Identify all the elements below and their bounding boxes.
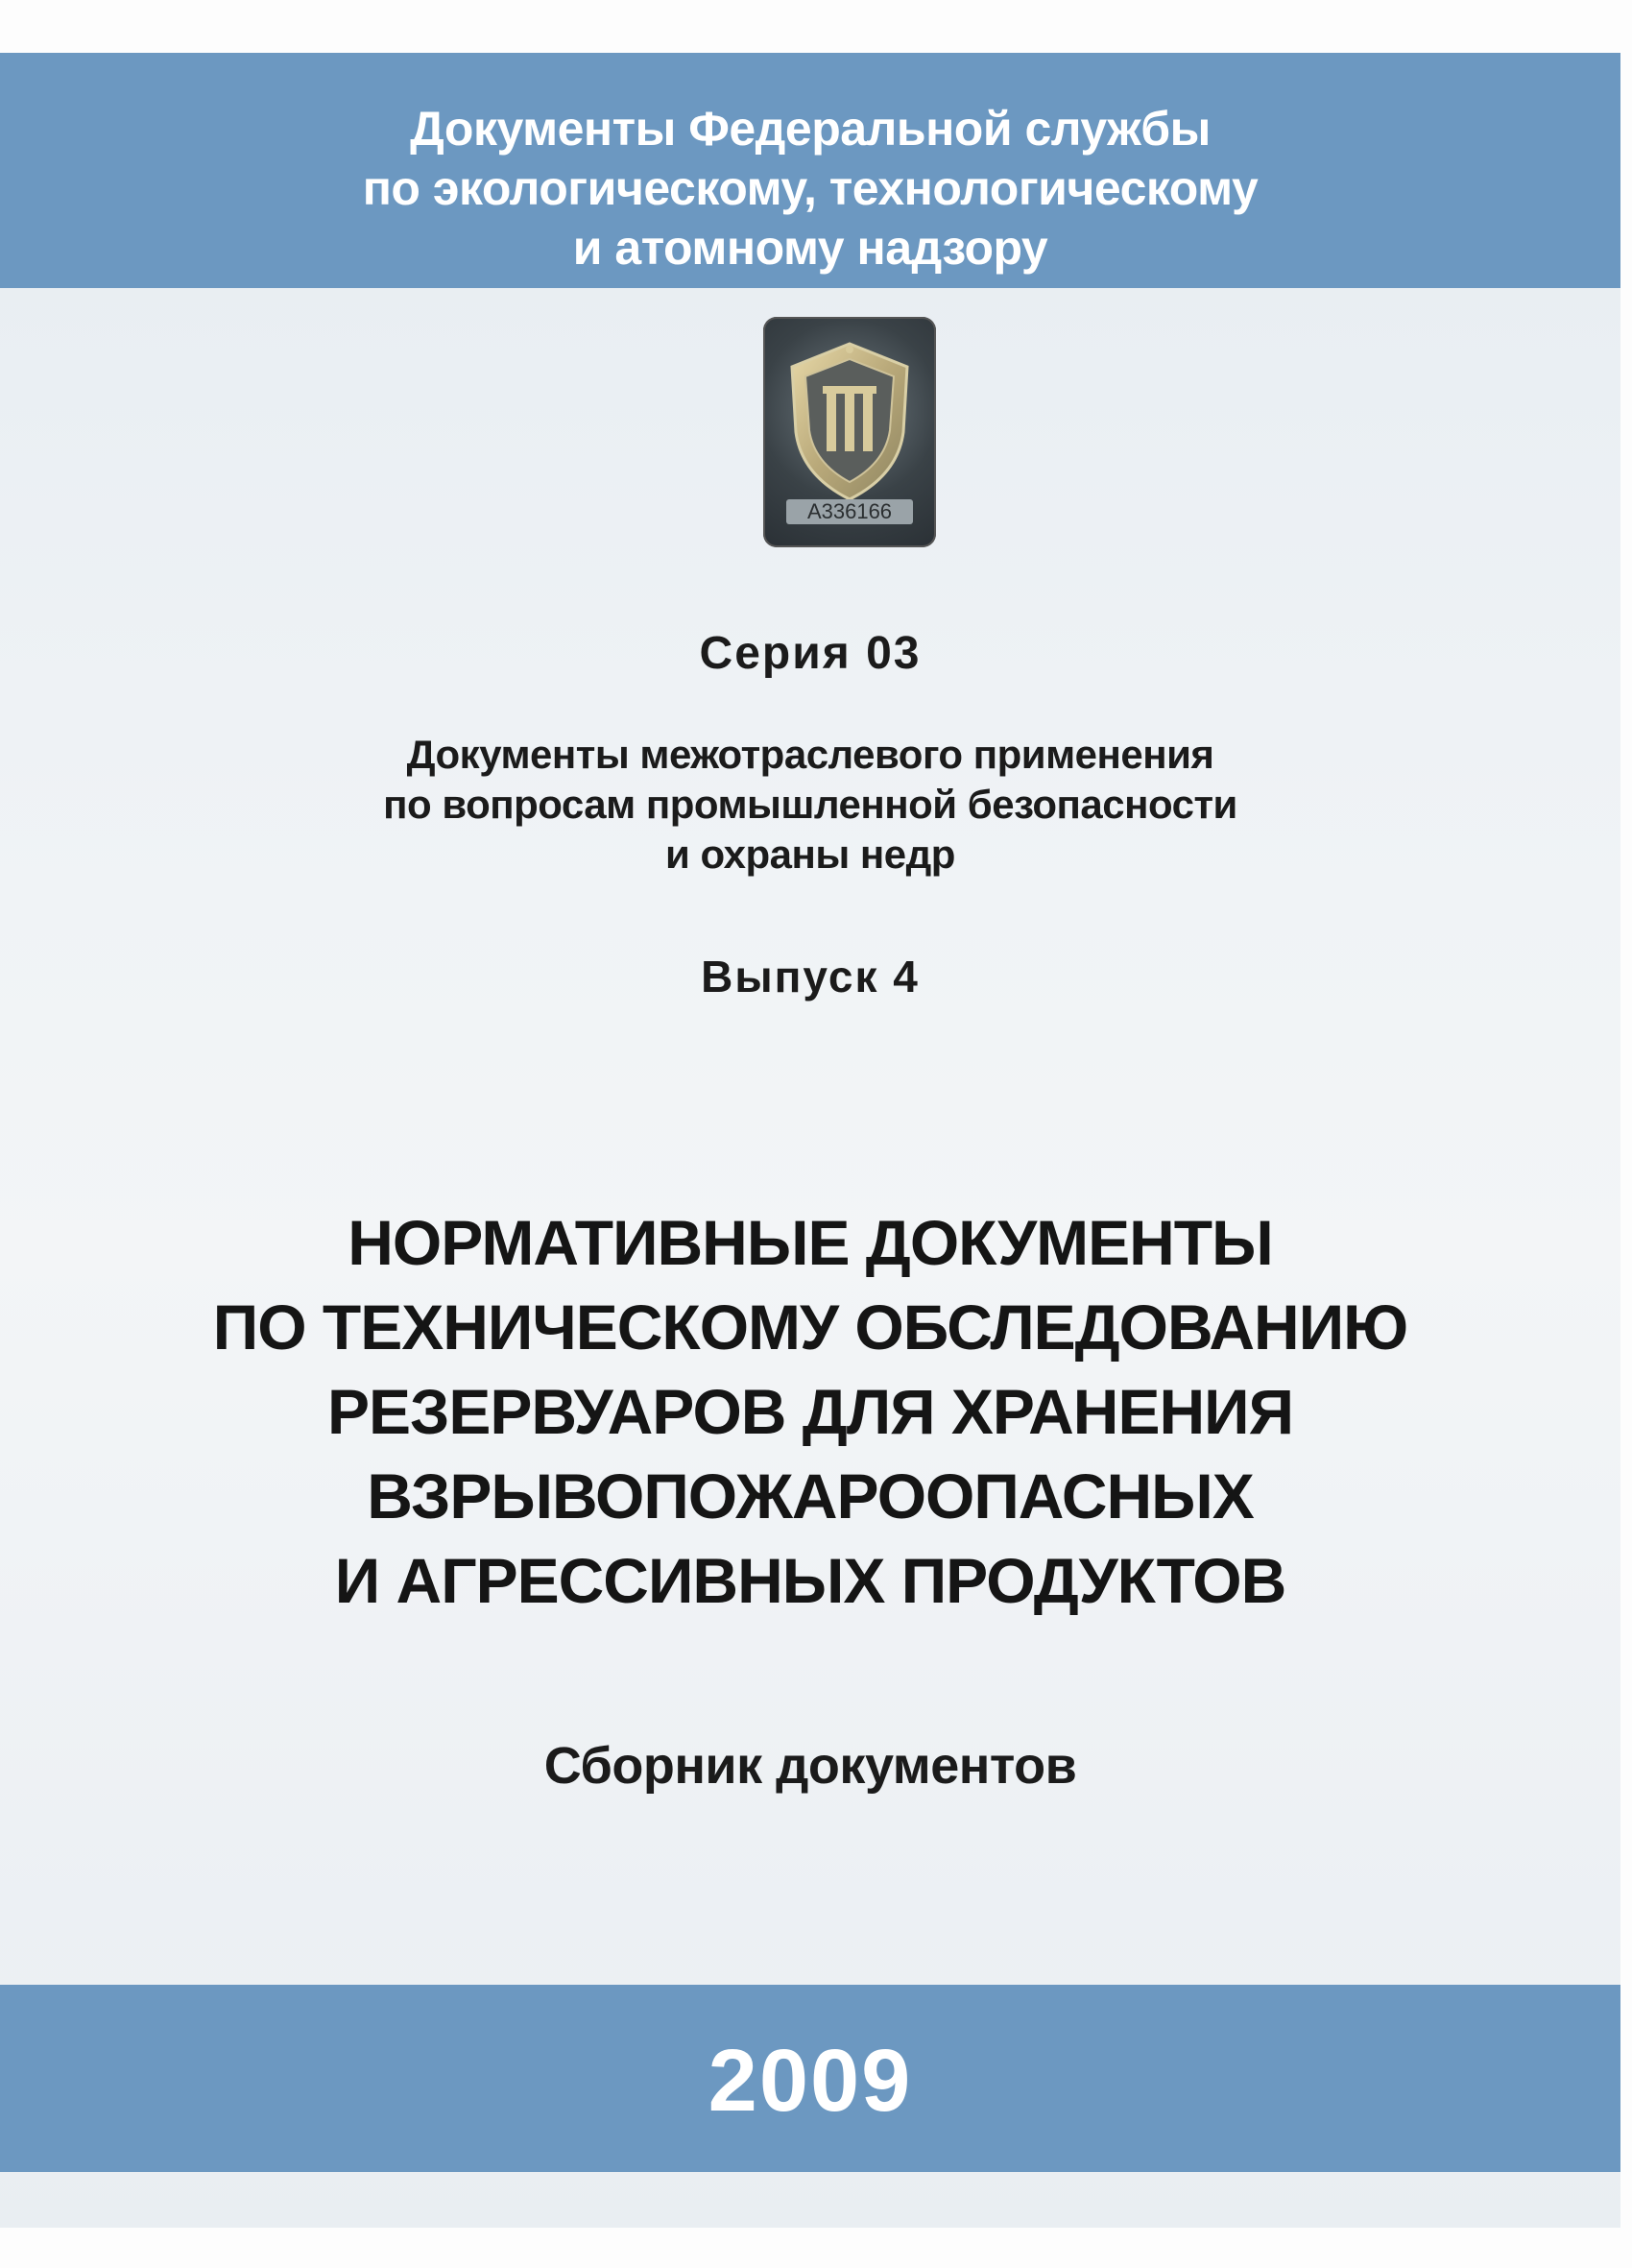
- series-label: Серия 03: [699, 628, 922, 679]
- title-line: НОРМАТИВНЫЕ ДОКУМЕНТЫ: [348, 1207, 1273, 1278]
- title-line: РЕЗЕРВУАРОВ ДЛЯ ХРАНЕНИЯ: [326, 1376, 1294, 1447]
- header-line: и атомному надзору: [572, 221, 1048, 275]
- title-line: ВЗРЫВОПОЖАРООПАСНЫХ: [367, 1460, 1254, 1532]
- subtitle-line: и охраны недр: [665, 832, 955, 877]
- issue-label: Выпуск 4: [701, 952, 920, 1001]
- header-line: по экологическому, технологическому: [362, 161, 1259, 215]
- header-line: Документы Федеральной службы: [410, 102, 1211, 156]
- series-subtitle: [0, 730, 1620, 880]
- collection-label: Сборник документов: [543, 1737, 1077, 1795]
- title-line: И АГРЕССИВНЫХ ПРОДУКТОВ: [334, 1545, 1286, 1616]
- book-cover: [0, 53, 1620, 2228]
- hologram-number: А336166: [786, 499, 913, 524]
- subtitle-line: Документы межотраслевого применения: [406, 732, 1214, 777]
- title-line: ПО ТЕХНИЧЕСКОМУ ОБСЛЕДОВАНИЮ: [212, 1291, 1408, 1363]
- publisher-header: [0, 99, 1620, 277]
- hologram-sticker: [763, 317, 936, 547]
- subtitle-line: по вопросам промышленной безопасности: [383, 782, 1237, 827]
- publication-year: 2009: [708, 2032, 913, 2130]
- main-title: [0, 1200, 1620, 1623]
